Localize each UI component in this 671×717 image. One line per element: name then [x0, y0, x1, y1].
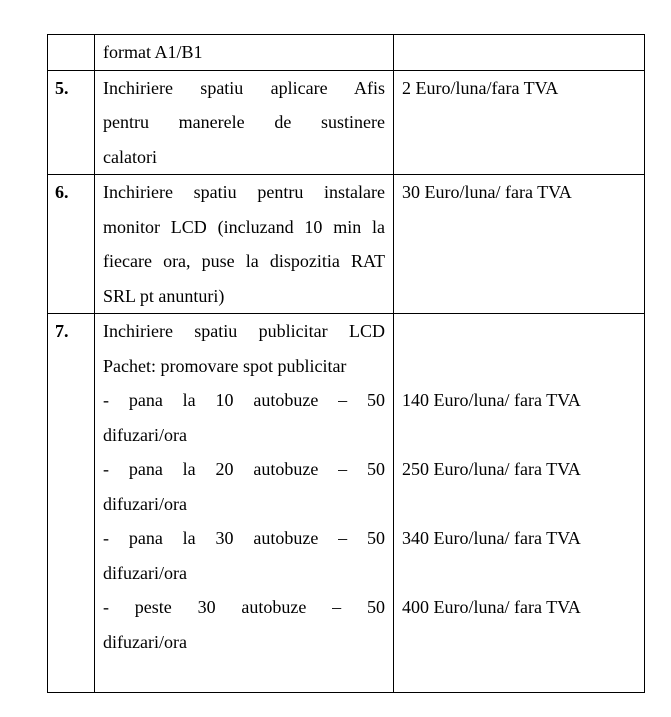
row-price [394, 70, 645, 175]
price-line [402, 314, 644, 349]
description-line: Pachet: promovare spot publicitar [103, 355, 347, 376]
row-number: 7. [48, 314, 95, 693]
description-line: difuzari/ora [103, 424, 187, 445]
description-line: monitor LCD (incluzand 10 min la [103, 216, 385, 237]
price-line [402, 418, 644, 453]
table-row [48, 70, 645, 175]
row-description [95, 70, 394, 175]
description-line: format A1/B1 [103, 42, 203, 62]
row-number: 6. [48, 175, 95, 314]
description-line: - pana la 20 autobuze – 50 [103, 459, 385, 479]
row-description [95, 175, 394, 314]
description-line: - peste 30 autobuze – 50 [103, 597, 385, 617]
row-number [48, 35, 95, 71]
table-row [48, 35, 645, 71]
price-line [402, 349, 644, 384]
price-line: 340 Euro/luna/ fara TVA [402, 528, 581, 548]
description-line: Inchiriere spatiu aplicare Afis [103, 77, 385, 98]
table-row [48, 175, 645, 314]
row-description [95, 35, 394, 71]
description-line: - pana la 30 autobuze – 50 [103, 528, 385, 548]
row-price [394, 314, 645, 693]
row-number: 5. [48, 70, 95, 175]
description-line: SRL pt anunturi) [103, 285, 225, 306]
description-line: pentru manerele de sustinere [103, 112, 385, 132]
price-line: 2 Euro/luna/fara TVA [402, 77, 559, 98]
price-line: 400 Euro/luna/ fara TVA [402, 597, 581, 617]
row-price [394, 35, 645, 71]
price-line: 140 Euro/luna/ fara TVA [402, 390, 581, 410]
description-line: difuzari/ora [103, 562, 187, 583]
description-line: - pana la 10 autobuze – 50 [103, 390, 385, 410]
price-line [402, 487, 644, 522]
price-line [402, 35, 644, 70]
description-line: difuzari/ora [103, 493, 187, 514]
description-line: calatori [103, 146, 157, 167]
row-price [394, 175, 645, 314]
row-description [95, 314, 394, 693]
price-line: 30 Euro/luna/ fara TVA [402, 182, 572, 202]
description-line: Inchiriere spatiu publicitar LCD [103, 321, 385, 341]
description-line: Inchiriere spatiu pentru instalare [103, 182, 385, 202]
table-row [48, 314, 645, 693]
price-line [402, 556, 644, 591]
description-line: difuzari/ora [103, 631, 187, 652]
price-line: 250 Euro/luna/ fara TVA [402, 459, 581, 479]
price-table [47, 34, 645, 693]
description-line: fiecare ora, puse la dispozitia RAT [103, 251, 385, 271]
